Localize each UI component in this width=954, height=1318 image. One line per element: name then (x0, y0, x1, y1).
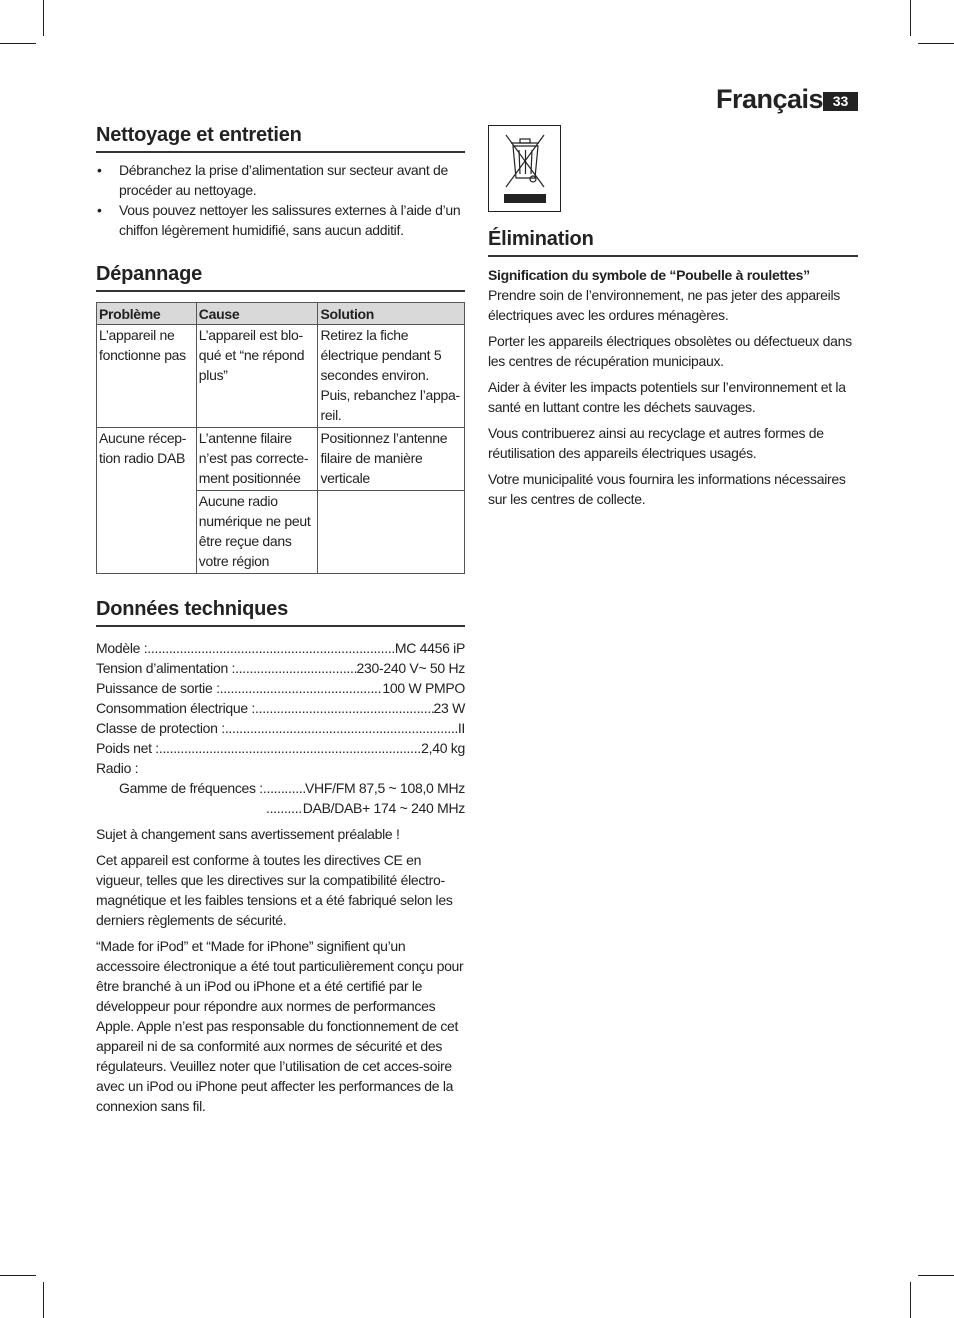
radio-label: Radio : (96, 760, 139, 776)
compliance-paragraph: Cet appareil est conforme à toutes les directives CE en vigueur, telles que les directives sur la compatibilité électro-magnétique et les faibles tensions et a été fabriqué selon les derniers règlements de sécurité. (96, 852, 453, 928)
troubleshooting-table (96, 302, 465, 574)
troubleshooting-section (96, 263, 465, 574)
disposal-heading: Élimination (488, 228, 858, 257)
spec-value: 23 W (433, 700, 465, 716)
spec-row (96, 738, 465, 758)
cleaning-list (96, 160, 465, 240)
cause-cell: L’appareil est blo-qué et “ne répond plus” (196, 325, 318, 428)
table-row (97, 325, 465, 428)
specs-section (96, 598, 465, 1116)
language-title: Français (716, 84, 824, 114)
table-header-row (97, 303, 465, 325)
notice-paragraph: Sujet à changement sans avertissement préalable ! (96, 826, 400, 842)
spec-label: Consommation électrique : (96, 700, 256, 716)
list-item: • Débranchez la prise d’alimentation sur secteur avant de procéder au nettoyage. (96, 160, 465, 200)
apple-paragraph: “Made for iPod” et “Made for iPhone” signifient qu’un accessoire électronique a été tout particulièrement conçu pour être branché à un iPod ou iPhone et a été certifié par le développeur pour répondre aux normes de performances Apple. Apple n’est pas responsable du fonctionnement de cet appareil ni de sa conformité aux normes de sécurité et des régulateurs. Veuillez noter que l’utilisation de cet acces-soire avec un iPod ou iPhone peut affecter les performances de la connexion sans fil. (96, 938, 464, 1114)
crossed-out-wheelie-bin-icon (488, 125, 561, 212)
spec-row (96, 678, 465, 698)
spec-value: DAB/DAB+ 174 ~ 240 MHz (302, 800, 465, 816)
crop-mark (918, 43, 954, 44)
spec-value: 2,40 kg (421, 740, 465, 756)
spec-row (96, 658, 465, 678)
crop-mark (910, 1282, 911, 1318)
spec-label: Gamme de fréquences : (119, 780, 263, 796)
solution-cell (318, 491, 465, 574)
disposal-paragraph: Porter les appareils électriques obsolètes ou défectueux dans les centres de récupération municipaux. (488, 333, 852, 369)
crop-mark (0, 43, 36, 44)
cleaning-heading: Nettoyage et entretien (96, 124, 465, 153)
cleaning-section (96, 124, 465, 240)
crop-mark (43, 0, 44, 36)
spec-value: II (457, 720, 465, 736)
spec-label: Classe de protection : (96, 720, 225, 736)
spec-value: MC 4456 iP (394, 640, 465, 656)
spec-label: Puissance de sortie : (96, 680, 220, 696)
page-number: 33 (823, 92, 858, 111)
disposal-section (488, 228, 858, 509)
disposal-paragraph: Prendre soin de l’environnement, ne pas jeter des appareils électriques avec les ordures ménagères. (488, 287, 840, 323)
cause-cell: Aucune radio numérique ne peut être reçue dans votre région (196, 491, 318, 574)
cause-cell: L’antenne filaire n’est pas correcte-ment positionnée (196, 428, 318, 491)
spec-value: VHF/FM 87,5 ~ 108,0 MHz (305, 780, 465, 796)
crop-mark (918, 1275, 954, 1276)
spec-row (96, 778, 465, 798)
problem-cell: L’appareil ne fonctionne pas (97, 325, 197, 428)
spec-label: Tension d’alimentation : (96, 660, 236, 676)
column-header: Solution (318, 303, 465, 325)
troubleshooting-heading: Dépannage (96, 263, 465, 292)
spec-label: Poids net : (96, 740, 159, 756)
spec-value: 100 W PMPO (382, 680, 465, 696)
disposal-subheading: Signification du symbole de “Poubelle à roulettes” (488, 267, 810, 283)
crop-mark (910, 0, 911, 36)
crop-mark (0, 1275, 36, 1276)
spec-row (96, 758, 465, 778)
table-row (97, 428, 465, 491)
spec-row (96, 638, 465, 658)
column-header: Problème (97, 303, 197, 325)
spec-row (96, 698, 465, 718)
disposal-paragraph: Aider à éviter les impacts potentiels sur l’environnement et la santé en luttant contre les déchets sauvages. (488, 379, 846, 415)
specs-heading: Données techniques (96, 598, 465, 627)
disposal-paragraph: Votre municipalité vous fournira les informations nécessaires sur les centres de collecte. (488, 471, 846, 507)
specs-list (96, 638, 465, 818)
spec-row (96, 718, 465, 738)
spec-label: Modèle : (96, 640, 148, 656)
crop-mark (43, 1282, 44, 1318)
list-item: • Vous pouvez nettoyer les salissures externes à l’aide d’un chiffon légèrement humidifié, sans aucun additif. (96, 200, 465, 240)
spec-value: 230-240 V~ 50 Hz (356, 660, 465, 676)
column-header: Cause (196, 303, 318, 325)
spec-row (96, 798, 465, 818)
solution-cell: Positionnez l’antenne filaire de manière verticale (318, 428, 465, 491)
problem-cell: Aucune récep-tion radio DAB (97, 428, 197, 574)
solution-cell: Retirez la fiche électrique pendant 5 secondes environ. Puis, rebanchez l’appa-reil. (318, 325, 465, 428)
disposal-paragraph: Vous contribuerez ainsi au recyclage et autres formes de réutilisation des appareils électriques usagés. (488, 425, 824, 461)
